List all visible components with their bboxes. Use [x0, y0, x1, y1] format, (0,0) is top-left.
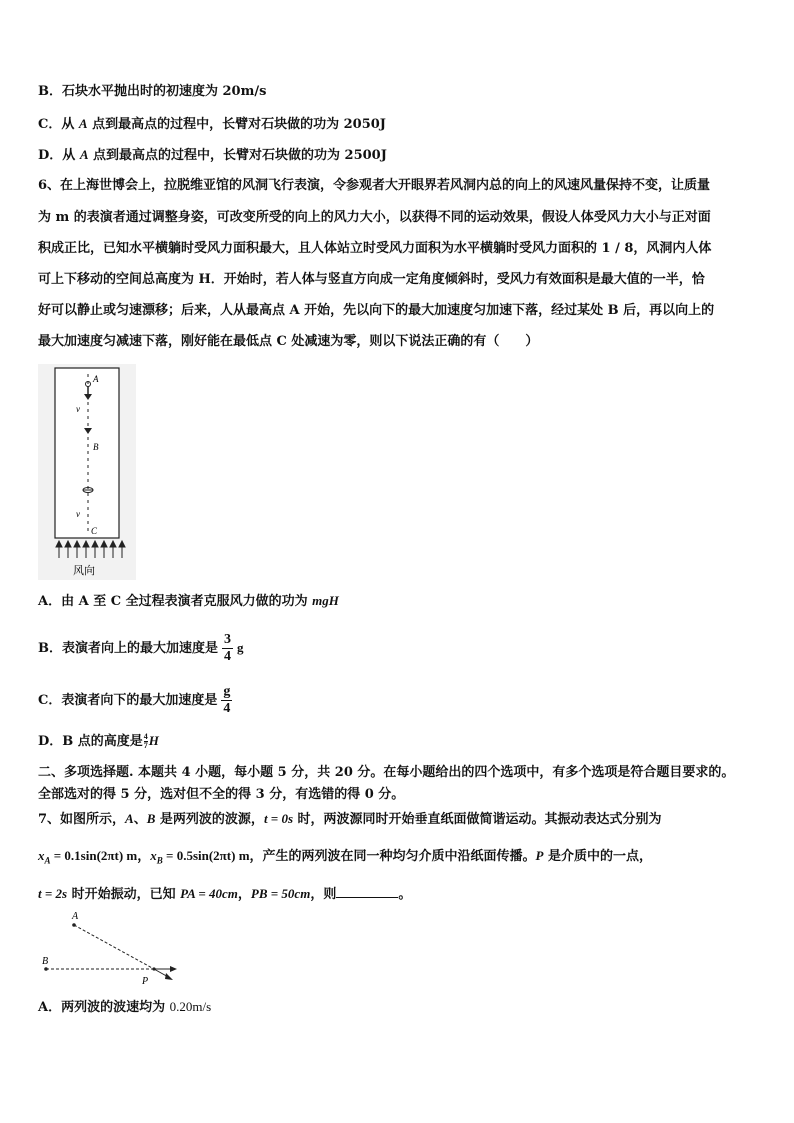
- q6-option-a-text: A．由 A 至 C 全过程表演者克服风力做的功为: [38, 594, 313, 609]
- q7-stem-line-2: $x_A = 0.1\sin(2\pi t)$ m，$x_B = 0.5\sin(2\pi t)$ m，产生的两列波在同一种均匀介质中沿纸面传播。P 是介质中的一点，: [38, 848, 653, 866]
- wave-sources-figure: [38, 908, 188, 990]
- label-p: P: [142, 976, 149, 987]
- q7-option-a-text: A．两列波的波速均为: [38, 1000, 170, 1015]
- q6-option-d-fraction: $\frac{4}{7}$: [143, 732, 148, 750]
- velocity-top-label: v: [76, 404, 80, 414]
- q6-stem-line-2: 为 m 的表演者通过调整身姿，可改变所受的向上的风力大小，以获得不同的运动效果，假设人体受风力大小与正对面: [38, 210, 711, 225]
- velocity-bottom-label: v: [76, 509, 80, 519]
- q6-option-b-fraction: $\frac{3}{4}$: [224, 632, 231, 664]
- q6-option-a-math: mgH: [312, 593, 339, 608]
- wind-direction-caption: 风向: [73, 564, 95, 577]
- q5-option-c-prefix: C．从: [38, 117, 79, 132]
- q5-option-d-prefix: D．从: [38, 148, 80, 163]
- q6-stem-line-6: 最大加速度匀减速下落，刚好能在最低点 C 处减速为零，则以下说法正确的有（ ）: [38, 334, 539, 349]
- point-a-label: A: [93, 374, 99, 384]
- q7-stem-line-3: t = 2s 时开始振动，已知 PA = 40cm，PB = 50cm，则 。: [38, 886, 412, 902]
- path-ap: [74, 925, 154, 969]
- q7-option-a: [38, 999, 211, 1016]
- arrow-right-icon: [170, 966, 177, 972]
- section2-instructions-line-1: 二、多项选择题. 本题共 4 小题，每小题 5 分，共 20 分。在每小题给出的四个选项中，有多个选项是符合题目要求的。: [38, 765, 735, 780]
- q5-option-c-var: A: [78, 116, 88, 131]
- point-b-label: B: [93, 442, 99, 452]
- q6-option-c: [38, 684, 236, 718]
- q6-option-c-fraction: $\frac{g}{4}$: [223, 684, 231, 716]
- q5-option-c-text: 点到最高点的过程中，长臂对石块做的功为 2050J: [87, 117, 386, 132]
- q5-option-d-var: A: [79, 147, 89, 162]
- q6-option-a: [38, 593, 339, 610]
- label-a: A: [72, 911, 79, 922]
- q7-option-a-value: 0.20m/s: [169, 999, 212, 1014]
- tunnel-outline: [55, 368, 119, 538]
- q6-option-d-text: D．B 点的高度是: [38, 734, 143, 749]
- q7-stem-line-1: 7、如图所示，A、B 是两列波的波源，t = 0s 时，两波源同时开始垂直纸面做简谐运动。其振动表达式分别为: [38, 811, 662, 827]
- point-p-dot: [152, 967, 155, 970]
- q6-stem-line-1: 6、在上海世博会上，拉脱维亚馆的风洞飞行表演，令参观者大开眼界若风洞内总的向上的风速风量保持不变，让质量: [38, 178, 711, 193]
- q6-stem-line-5: 好可以静止或匀速漂移；后来，人从最高点 A 开始，先以向下的最大加速度匀加速下落，经过某处 B 后，再以向上的: [38, 303, 715, 318]
- q6-option-d: [38, 733, 159, 750]
- q6-option-b-unit: g: [237, 640, 244, 655]
- q5-option-b: B．石块水平抛出时的初速度为 20m/s: [38, 84, 267, 99]
- q6-option-b-text: B．表演者向上的最大加速度是: [38, 641, 218, 656]
- point-c-label: C: [91, 526, 98, 536]
- q5-option-d: [38, 147, 387, 164]
- q5-option-d-text: 点到最高点的过程中，长臂对石块做的功为 2500J: [88, 148, 387, 163]
- q5-option-c: [38, 116, 386, 133]
- wind-tunnel-figure: [38, 364, 136, 580]
- q6-stem-line-3: 积成正比，已知水平横躺时受风力面积最大，且人体站立时受风力面积为水平横躺时受风力面积的 1 / 8，风洞内人体: [38, 241, 712, 256]
- q6-option-d-var: H: [148, 733, 159, 748]
- section2-instructions-line-2: 全部选对的得 5 分，选对但不全的得 3 分，有选错的得 0 分。: [38, 787, 405, 802]
- q6-option-b: [38, 631, 244, 666]
- answer-blank[interactable]: [336, 885, 398, 898]
- label-b: B: [42, 956, 49, 967]
- q6-option-c-text: C．表演者向下的最大加速度是: [38, 693, 218, 708]
- arrow-down-right-icon: [165, 973, 173, 980]
- q6-stem-line-4: 可上下移动的空间总高度为 H．开始时，若人体与竖直方向成一定角度倾斜时，受风力有效面积是最大值的一半，恰: [38, 272, 705, 287]
